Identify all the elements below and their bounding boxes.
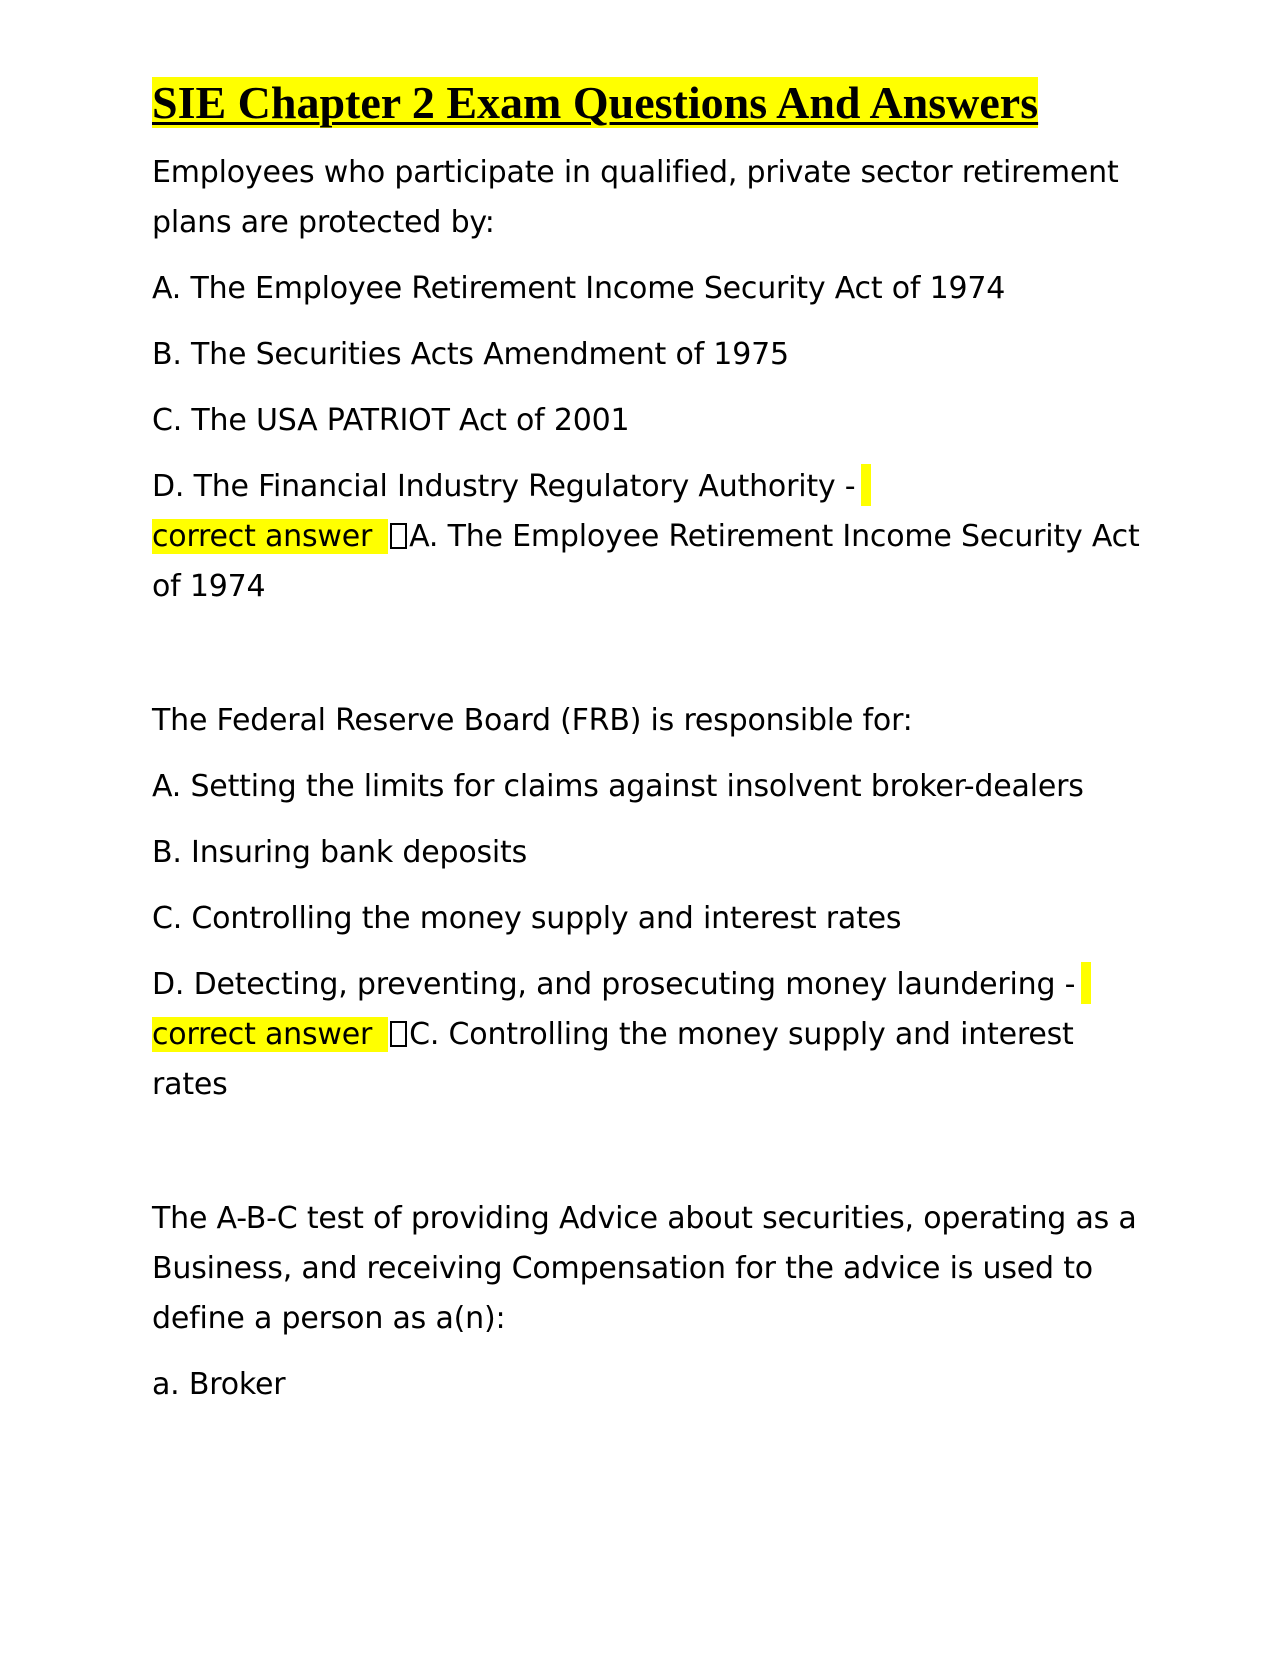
correct-answer-label: correct answer (152, 519, 373, 554)
option-item (152, 462, 1142, 512)
document-title-text: SIE Chapter 2 Exam Questions And Answers (152, 77, 1039, 128)
highlight-marker (1081, 962, 1091, 1004)
correct-answer-highlight (152, 519, 388, 554)
question-block (152, 1194, 1142, 1410)
option-item: a. Broker (152, 1367, 286, 1402)
question-prompt: Employees who participate in qualified, private sector retirement plans are protected by: (152, 155, 1119, 240)
option-text: D. Detecting, preventing, and prosecuting money laundering - (152, 967, 1076, 1002)
question-prompt: The Federal Reserve Board (FRB) is responsible for: (152, 703, 913, 738)
missing-glyph-icon (390, 523, 407, 549)
document-content (152, 74, 1142, 1426)
correct-answer-highlight (152, 1017, 388, 1052)
answer-text: A. The Employee Retirement Income Security Act of 1974 (152, 519, 1140, 604)
option-item: C. The USA PATRIOT Act of 2001 (152, 403, 630, 438)
question-prompt: The A-B-C test of providing Advice about securities, operating as a Business, and receiving Compensation for the advice is used to define a person as a(n): (152, 1201, 1137, 1336)
highlight-marker (861, 464, 871, 506)
option-item: A. Setting the limits for claims against insolvent broker-dealers (152, 769, 1084, 804)
option-item (152, 960, 1142, 1010)
option-item: B. Insuring bank deposits (152, 835, 528, 870)
option-item: C. Controlling the money supply and interest rates (152, 901, 902, 936)
correct-answer-label: correct answer (152, 1017, 373, 1052)
question-block (152, 148, 1142, 612)
question-block (152, 696, 1142, 1110)
answer-text: C. Controlling the money supply and interest rates (152, 1017, 1074, 1102)
missing-glyph-icon (390, 1021, 407, 1047)
option-item: A. The Employee Retirement Income Security Act of 1974 (152, 271, 1006, 306)
answer-line (152, 512, 1142, 612)
option-item: B. The Securities Acts Amendment of 1975 (152, 337, 789, 372)
answer-line (152, 1010, 1142, 1110)
document-title (152, 74, 1142, 132)
option-text: D. The Financial Industry Regulatory Authority - (152, 469, 856, 504)
